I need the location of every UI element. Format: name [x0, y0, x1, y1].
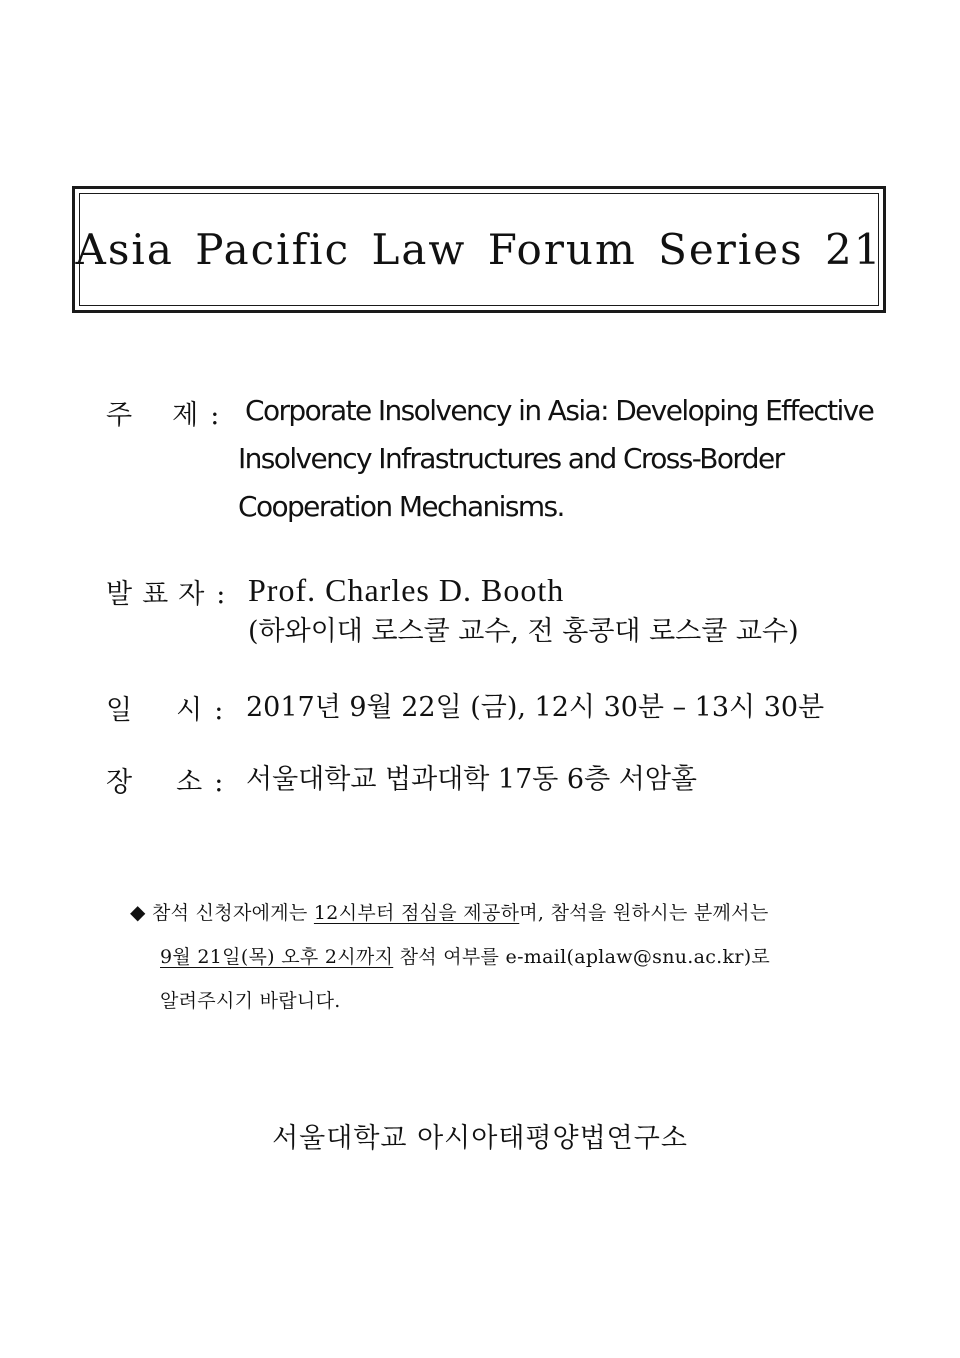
- notice-deadline-underlined: 9월 21일(목) 오후 2시까지: [160, 946, 394, 968]
- speaker-label-char-1: 발: [106, 579, 133, 610]
- datetime-label-char-1: 일: [106, 695, 133, 726]
- notice-lunch-underlined: 12시부터 점심을 제공하: [313, 902, 520, 924]
- notice-line-1: [130, 890, 900, 935]
- document-title: Asia Pacific Law Forum Series 21: [75, 225, 883, 274]
- notice-line-1-post: 며, 참석을 원하시는 분께서는: [519, 902, 769, 924]
- datetime-label: [106, 688, 226, 727]
- notice-line-2: [130, 935, 900, 979]
- datetime-value: 2017년 9월 22일 (금), 12시 30분 – 13시 30분: [246, 692, 825, 723]
- place-label-char-1: 장: [106, 767, 133, 798]
- topic-line-3: Cooperation Mechanisms.: [238, 490, 564, 523]
- topic-label: [106, 393, 226, 432]
- speaker-label-char-2: 표: [142, 579, 169, 610]
- title-box: [72, 186, 886, 313]
- place-value: 서울대학교 법과대학 17동 6층 서암홀: [246, 764, 698, 795]
- speaker-affiliation: (하와이대 로스쿨 교수, 전 홍콩대 로스쿨 교수): [248, 616, 799, 647]
- topic-line-1: Corporate Insolvency in Asia: Developing Effective: [245, 394, 874, 427]
- datetime-separator: :: [214, 695, 224, 726]
- topic-value: [231, 387, 896, 531]
- place-label-char-2: 소: [176, 767, 203, 798]
- notice-line-2-post: 참석 여부를 e-mail(aplaw@snu.ac.kr)로: [393, 946, 771, 968]
- topic-label-char-1: 주: [106, 400, 133, 431]
- topic-line-2: Insolvency Infrastructures and Cross-Border: [238, 442, 784, 475]
- organizer-name: 서울대학교 아시아태평양법연구소: [272, 1123, 688, 1154]
- diamond-bullet-icon: ◆: [130, 900, 146, 924]
- speaker-value: [248, 570, 913, 652]
- notice-line-3: 알려주시기 바랍니다.: [160, 990, 341, 1012]
- title-inner-frame: [75, 193, 883, 306]
- notice-line-1-pre: 참석 신청자에게는: [152, 902, 314, 924]
- datetime-label-char-2: 시: [176, 695, 203, 726]
- place-label: [106, 760, 226, 799]
- topic-label-char-2: 제: [172, 400, 199, 431]
- notice-block: [130, 890, 900, 1023]
- topic-separator: :: [210, 400, 220, 431]
- speaker-label-char-3: 자: [178, 579, 205, 610]
- speaker-name: Prof. Charles D. Booth: [248, 572, 565, 608]
- place-separator: :: [214, 767, 224, 798]
- speaker-separator: :: [216, 579, 226, 610]
- speaker-label: [106, 572, 226, 611]
